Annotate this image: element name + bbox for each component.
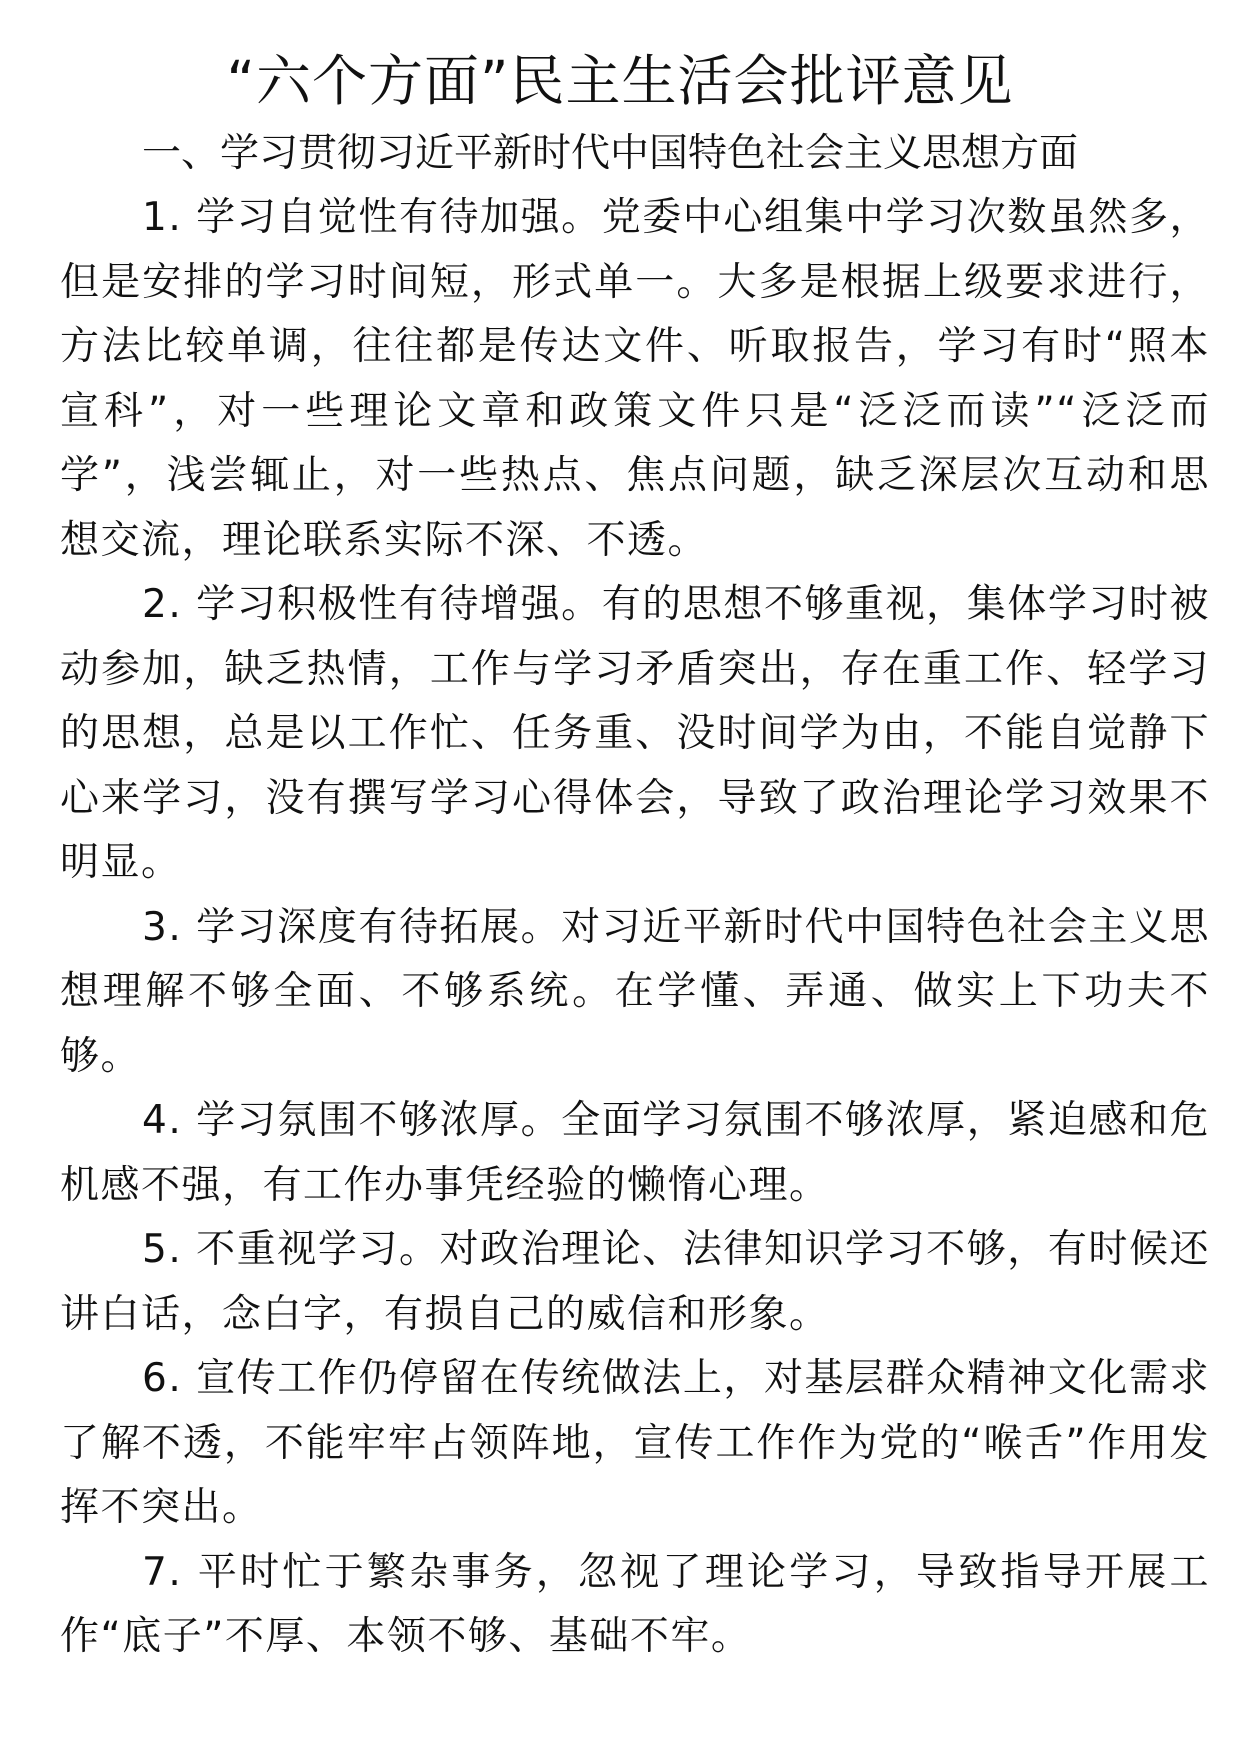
paragraph-1: 1. 学习自觉性有待加强。党委中心组集中学习次数虽然多，但是安排的学习时间短，形式单一。大多是根据上级要求进行，方法比较单调，往往都是传达文件、听取报告，学习有时“照本宣科”，对一些理论文章和政策文件只是“泛泛而读”“泛泛而学”，浅尝辄止，对一些热点、焦点问题，缺乏深层次互动和思想交流，理论联系实际不深、不透。 <box>60 195 1210 563</box>
paragraph-5: 5. 不重视学习。对政治理论、法律知识学习不够，有时候还讲白话，念白字，有损自己的威信和形象。 <box>60 1227 1210 1337</box>
paragraph-3: 3. 学习深度有待拓展。对习近平新时代中国特色社会主义思想理解不够全面、不够系统。在学懂、弄通、做实上下功夫不够。 <box>60 904 1210 1079</box>
paragraph-4: 4. 学习氛围不够浓厚。全面学习氛围不够浓厚，紧迫感和危机感不强，有工作办事凭经验的懒惰心理。 <box>60 1098 1210 1208</box>
paragraph-7: 7. 平时忙于繁杂事务，忽视了理论学习，导致指导开展工作“底子”不厚、本领不够、基础不牢。 <box>60 1549 1210 1659</box>
paragraph-2: 2. 学习积极性有待增强。有的思想不够重视，集体学习时被动参加，缺乏热情，工作与学习矛盾突出，存在重工作、轻学习的思想，总是以工作忙、任务重、没时间学为由，不能自觉静下心来学习，没有撰写学习心得体会，导致了政治理论学习效果不明显。 <box>60 582 1210 885</box>
paragraph-6: 6. 宣传工作仍停留在传统做法上，对基层群众精神文化需求了解不透，不能牢牢占领阵地，宣传工作作为党的“喉舌”作用发挥不突出。 <box>60 1356 1210 1530</box>
section-heading: 一、学习贯彻习近平新时代中国特色社会主义思想方面 <box>142 131 1079 176</box>
document-title: “六个方面”民主生活会批评意见 <box>226 49 1014 113</box>
document-page <box>60 40 1210 1670</box>
